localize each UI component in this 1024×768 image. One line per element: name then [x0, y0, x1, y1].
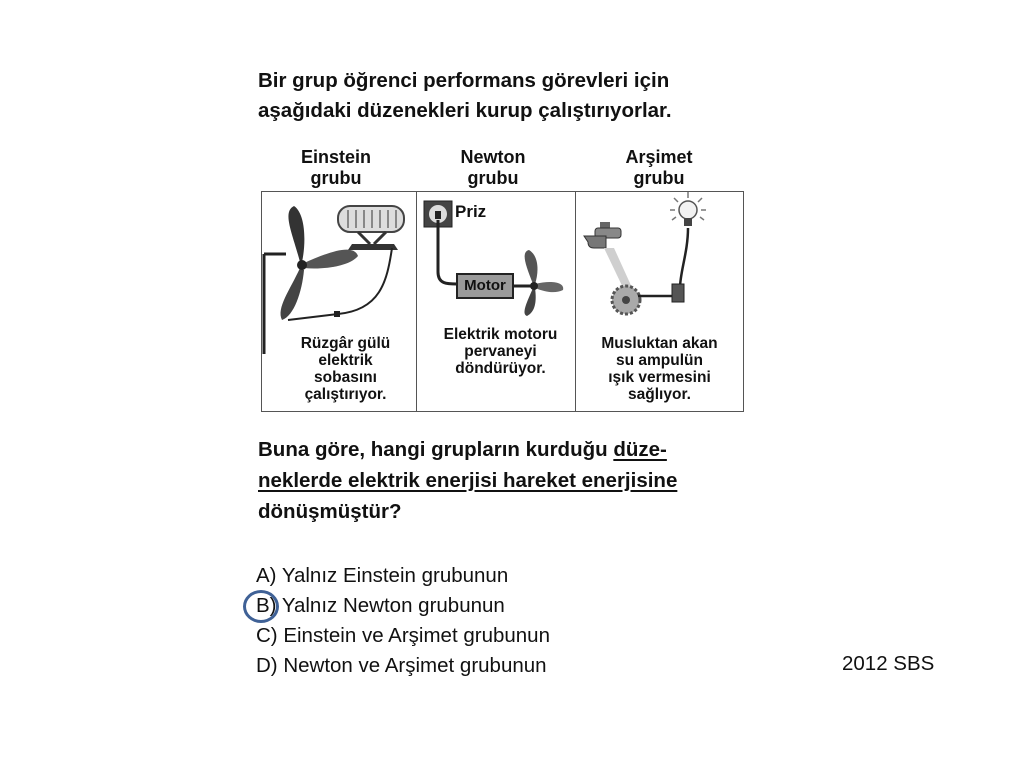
newton-group-title: Newton grubu — [460, 147, 526, 188]
option-c[interactable]: C) Einstein ve Arşimet grubunun — [256, 624, 550, 647]
faucet-icon — [584, 222, 621, 248]
priz-label: Priz — [455, 202, 487, 221]
motor-propeller-illustration — [417, 192, 584, 411]
selected-answer-circle — [243, 590, 279, 623]
water-wheel-icon — [612, 286, 640, 314]
newton-caption: Elektrik motoru pervaneyi döndürüyor. — [443, 326, 558, 377]
arsimet-panel — [575, 191, 744, 412]
einstein-group-title: Einstein grubu — [300, 147, 371, 188]
motor-label: Motor — [464, 277, 506, 294]
source-label: 2012 SBS — [842, 652, 935, 675]
einstein-caption: Rüzgâr gülü elektrik sobasını çalıştırıyor. — [300, 335, 391, 403]
answer-options — [256, 561, 776, 681]
option-b[interactable]: B) Yalnız Newton grubunun — [256, 594, 505, 617]
question-line-1: Buna göre, hangi grupların kurduğu düze- — [258, 438, 667, 461]
question-line-2: neklerde elektrik enerjisi hareket enerjisine — [258, 469, 678, 492]
option-d[interactable]: D) Newton ve Arşimet grubunun — [256, 654, 547, 677]
light-bulb-icon — [670, 192, 706, 226]
question-text — [258, 434, 778, 527]
intro-line-1: Bir grup öğrenci performans görevleri için — [258, 69, 670, 92]
heater-icon — [338, 206, 404, 250]
intro-text — [258, 66, 778, 126]
propeller-icon — [525, 250, 564, 316]
intro-line-2: aşağıdaki düzenekleri kurup çalıştırıyorlar. — [258, 99, 672, 122]
arsimet-group-title: Arşimet grubu — [625, 147, 693, 188]
question-line-3: dönüşmüştür? — [258, 500, 402, 523]
option-a[interactable]: A) Yalnız Einstein grubunun — [256, 564, 509, 587]
arsimet-caption: Musluktan akan su ampulün ışık vermesini sağlıyor. — [601, 335, 718, 403]
newton-panel — [416, 191, 585, 412]
einstein-panel — [261, 191, 430, 412]
